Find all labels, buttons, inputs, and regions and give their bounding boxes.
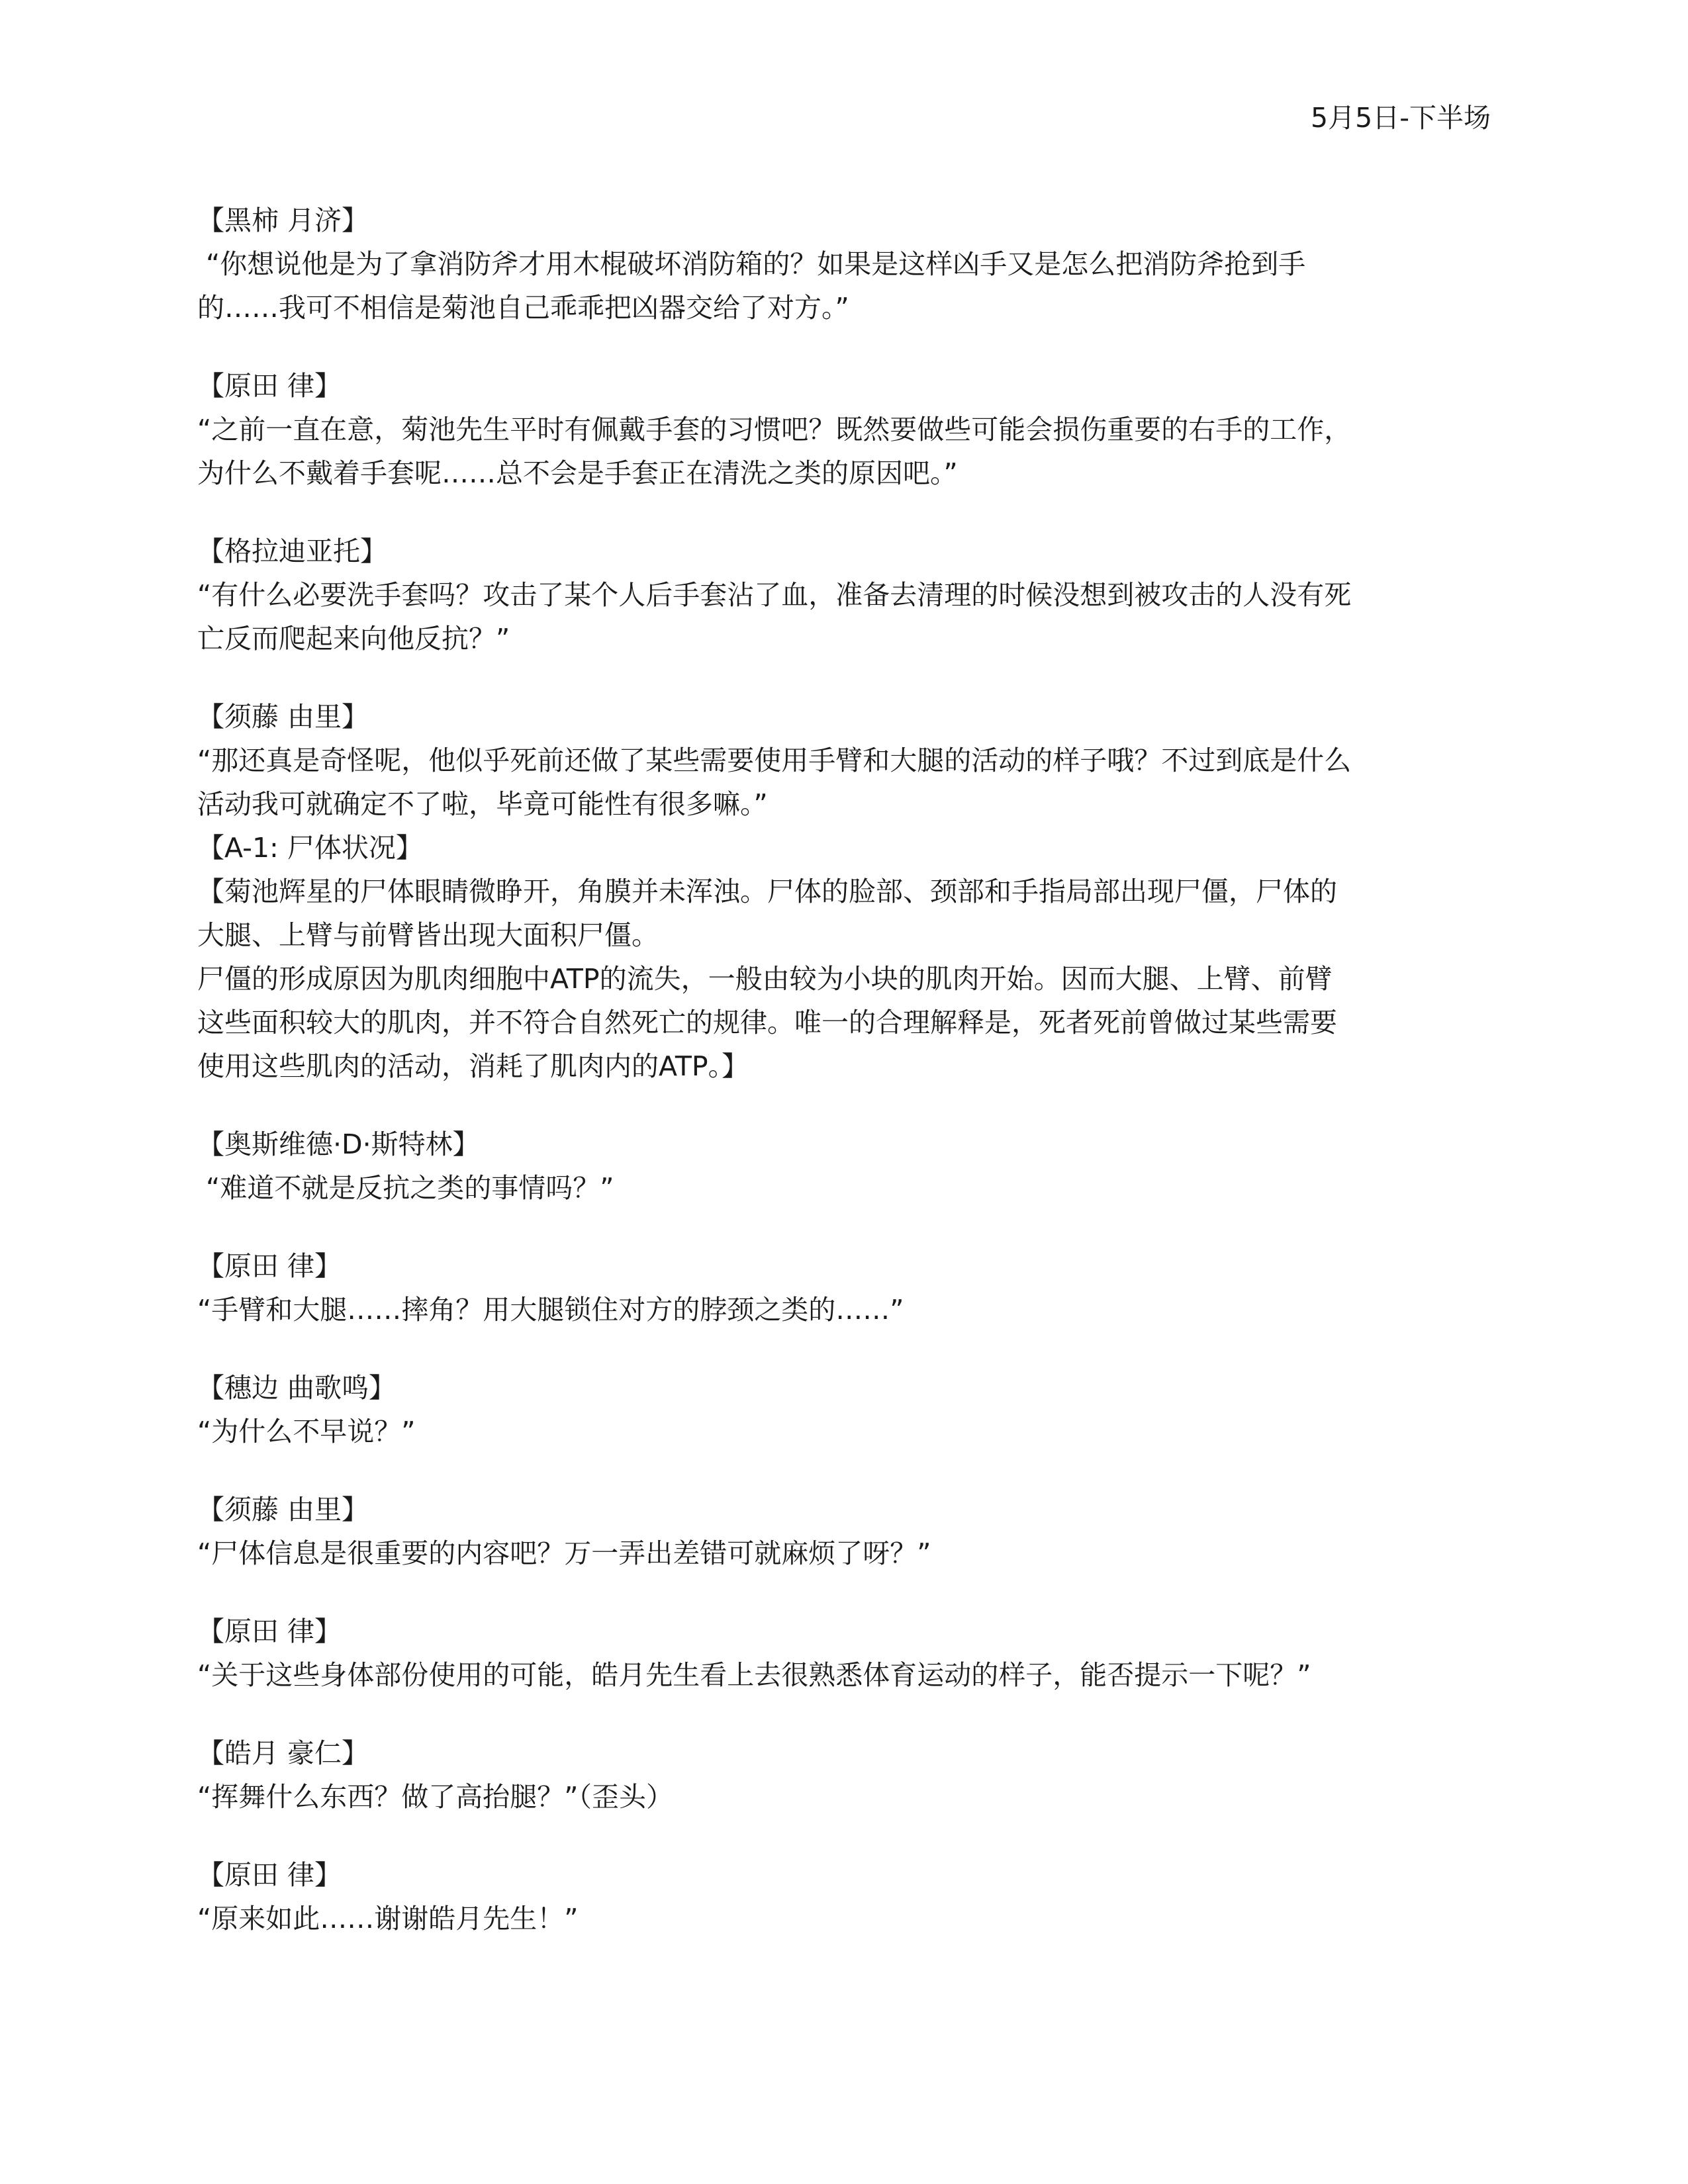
dialogue-line: 为什么不戴着手套呢……总不会是手套正在清洗之类的原因吧。”: [197, 457, 958, 489]
dialogue-block: [197, 364, 1495, 495]
dialogue-block: [197, 1731, 1495, 1819]
speaker-name: 【皓月 豪仁】: [197, 1737, 369, 1769]
speaker-name: 【黑柿 月济】: [197, 205, 369, 236]
evidence-line: 使用这些肌肉的活动，消耗了肌肉内的ATP。】: [197, 1050, 749, 1082]
speaker-name: 【原田 律】: [197, 370, 342, 402]
dialogue-line: “关于这些身体部份使用的可能，皓月先生看上去很熟悉体育运动的样子，能否提示一下呢？”: [197, 1659, 1311, 1691]
dialogue-line: “挥舞什么东西？做了高抬腿？”（歪头）: [197, 1781, 673, 1813]
dialogue-block: [197, 1244, 1495, 1332]
dialogue-block: [197, 1610, 1495, 1697]
speaker-name: 【原田 律】: [197, 1615, 342, 1647]
dialogue-block: [197, 199, 1495, 330]
evidence-line: 这些面积较大的肌肉，并不符合自然死亡的规律。唯一的合理解释是，死者死前曾做过某些需要: [197, 1007, 1337, 1038]
evidence-line: 尸僵的形成原因为肌肉细胞中ATP的流失，一般由较为小块的肌肉开始。因而大腿、上臂、前臂: [197, 963, 1333, 995]
evidence-line: 【菊池辉星的尸体眼睛微睁开，角膜并未浑浊。尸体的脸部、颈部和手指局部出现尸僵，尸体的: [197, 876, 1337, 907]
dialogue-line: 亡反而爬起来向他反抗？”: [197, 623, 510, 655]
dialogue-block: [197, 1366, 1495, 1453]
dialogue-line: “那还真是奇怪呢，他似乎死前还做了某些需要使用手臂和大腿的活动的样子哦？不过到底是什么: [197, 745, 1352, 776]
dialogue-line: “之前一直在意，菊池先生平时有佩戴手套的习惯吧？既然要做些可能会损伤重要的右手的工作，: [197, 414, 1352, 445]
dialogue-line: “难道不就是反抗之类的事情吗？”: [197, 1172, 614, 1204]
dialogue-line: 活动我可就确定不了啦，毕竟可能性有很多嘛。”: [197, 788, 768, 820]
dialogue-transcript: [197, 199, 1495, 1975]
evidence-title: 【A-1: 尸体状况】: [197, 832, 423, 864]
dialogue-line: 的……我可不相信是菊池自己乖乖把凶器交给了对方。”: [197, 292, 849, 324]
evidence-block: [197, 826, 1495, 1088]
dialogue-block: [197, 1488, 1495, 1575]
speaker-name: 【奥斯维德·D·斯特林】: [197, 1128, 480, 1160]
speaker-name: 【须藤 由里】: [197, 701, 369, 733]
speaker-name: 【原田 律】: [197, 1859, 342, 1891]
dialogue-line: “手臂和大腿……摔角？用大腿锁住对方的脖颈之类的……”: [197, 1294, 904, 1326]
dialogue-line: “尸体信息是很重要的内容吧？万一弄出差错可就麻烦了呀？”: [197, 1537, 931, 1569]
speaker-name: 【须藤 由里】: [197, 1494, 369, 1525]
dialogue-block: [197, 529, 1495, 660]
speaker-name: 【格拉迪亚托】: [197, 535, 387, 567]
dialogue-block: [197, 1122, 1495, 1210]
dialogue-block: [197, 1853, 1495, 1940]
dialogue-line: “原来如此……谢谢皓月先生！”: [197, 1903, 579, 1934]
page-header-date: 5月5日-下半场: [1311, 102, 1491, 134]
evidence-line: 大腿、上臂与前臂皆出现大面积尸僵。: [197, 919, 659, 951]
dialogue-line: “你想说他是为了拿消防斧才用木棍破坏消防箱的？如果是这样凶手又是怎么把消防斧抢到手: [197, 248, 1306, 280]
speaker-name: 【穗边 曲歌鸣】: [197, 1372, 397, 1404]
dialogue-line: “有什么必要洗手套吗？攻击了某个人后手套沾了血，准备去清理的时候没想到被攻击的人没有死: [197, 579, 1352, 611]
dialogue-line: “为什么不早说？”: [197, 1416, 416, 1447]
dialogue-block: [197, 695, 1495, 826]
speaker-name: 【原田 律】: [197, 1250, 342, 1282]
